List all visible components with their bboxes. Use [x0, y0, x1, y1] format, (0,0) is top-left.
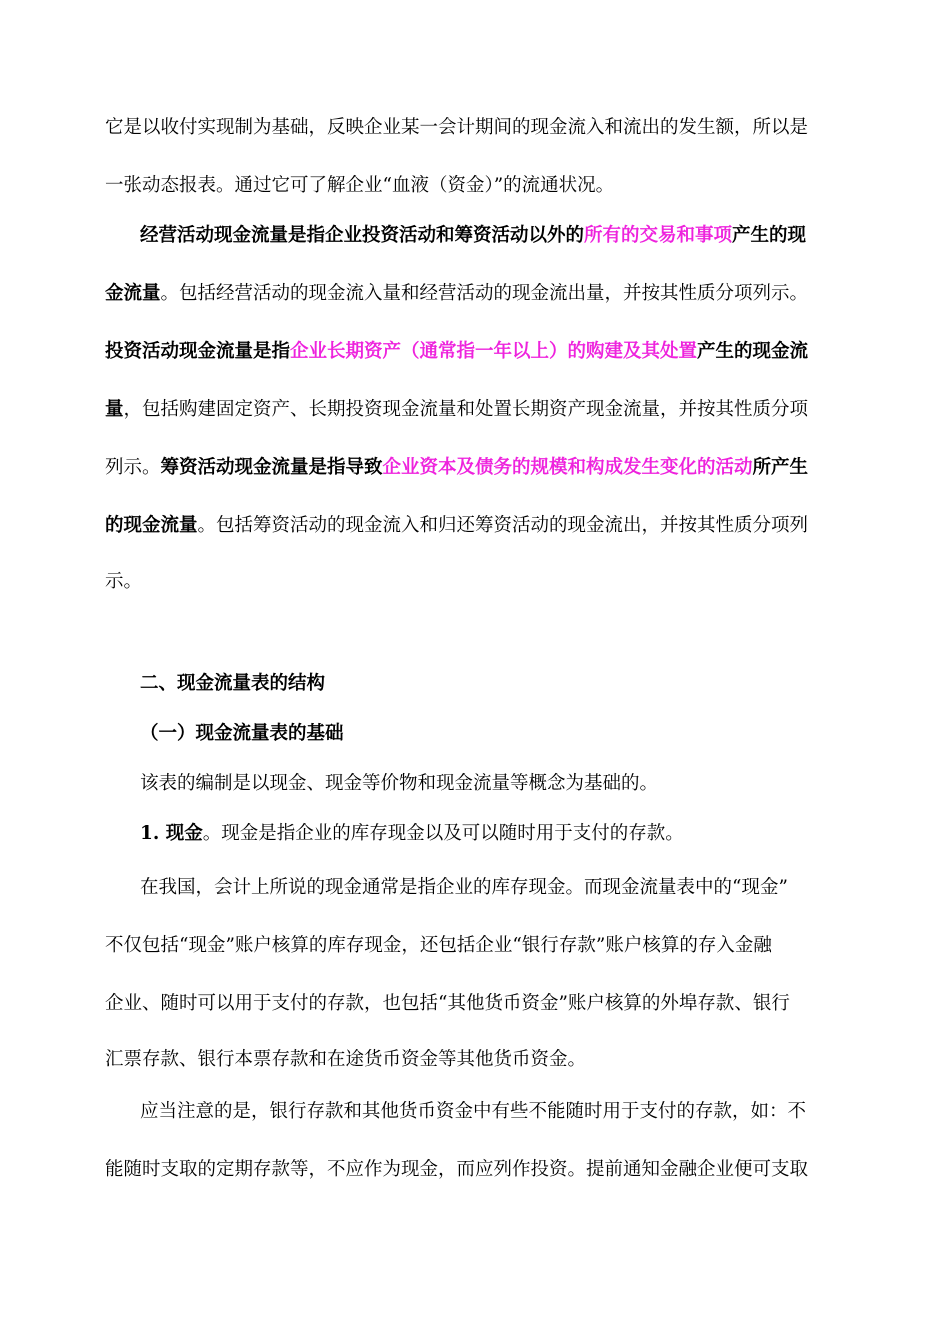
plain-text: 。包括筹资活动的现金流入和归还筹资活动的现金流出，并按其性质分项列: [197, 515, 809, 536]
subsection-heading: （一）现金流量表的基础: [140, 723, 344, 744]
investing-cashflow-term: 投资活动现金流量是指: [105, 341, 291, 362]
bold-text: 产生的现: [732, 225, 807, 246]
p5-line-4: 汇票存款、银行本票存款和在途货币资金等其他货币资金。: [105, 1049, 587, 1070]
operating-cashflow-term: 经营活动现金流量是指企业投资活动和筹资活动以外的: [140, 225, 585, 246]
section-heading: 二、现金流量表的结构: [140, 673, 326, 694]
p2-line-1: [140, 224, 806, 248]
p2-line-7: 示。: [105, 571, 143, 592]
p6-line-1: 应当注意的是，银行存款和其他货币资金中有些不能随时用于支付的存款，如：不: [140, 1101, 807, 1122]
highlight-transactions: 所有的交易和事项: [584, 225, 733, 246]
bold-text: 量: [105, 399, 124, 420]
p4-line: [140, 822, 684, 846]
p2-line-3: [105, 340, 808, 364]
bold-text: 所产生: [752, 457, 809, 478]
p2-line-4: [105, 398, 808, 422]
plain-text: 。包括经营活动的现金流入量和经营活动的现金流出量，并按其性质分项列示。: [160, 283, 809, 304]
p6-line-2: 能随时支取的定期存款等，不应作为现金，而应列作投资。提前通知金融企业便可支取: [105, 1159, 809, 1180]
p5-line-2: 不仅包括“现金”账户核算的库存现金，还包括企业“银行存款”账户核算的存入金融: [105, 935, 772, 956]
p5-line-3: 企业、随时可以用于支付的存款，也包括“其他货币资金”账户核算的外埠存款、银行: [105, 993, 790, 1014]
p1-line-1: 它是以收付实现制为基础，反映企业某一会计期间的现金流入和流出的发生额，所以是: [105, 117, 809, 138]
p2-line-6: [105, 514, 808, 538]
bold-text: 产生的现金流: [697, 341, 809, 362]
p5-line-1: 在我国，会计上所说的现金通常是指企业的库存现金。而现金流量表中的“现金”: [140, 877, 788, 898]
p2-line-2: [105, 282, 808, 306]
plain-text: 列示。: [105, 457, 161, 478]
bold-text: 金流量: [105, 283, 161, 304]
highlight-capital-debt: 企业资本及债务的规模和构成发生变化的活动: [382, 457, 753, 478]
plain-text: 。现金是指企业的库存现金以及可以随时用于支付的存款。: [202, 823, 684, 844]
financing-cashflow-term: 筹资活动现金流量是指导致: [160, 457, 383, 478]
p3-line: 该表的编制是以现金、现金等价物和现金流量等概念为基础的。: [140, 773, 659, 794]
p1-line-2: 一张动态报表。通过它可了解企业“血液（资金）”的流通状况。: [105, 175, 615, 196]
p2-line-5: [105, 456, 808, 480]
plain-text: ，包括购建固定资产、长期投资现金流量和处置长期资产现金流量，并按其性质分项: [123, 399, 809, 420]
bold-text: 的现金流量: [105, 515, 198, 536]
cash-term: 1. 现金: [140, 823, 203, 844]
highlight-long-term-assets: 企业长期资产（通常指一年以上）的购建及其处置: [290, 341, 698, 362]
